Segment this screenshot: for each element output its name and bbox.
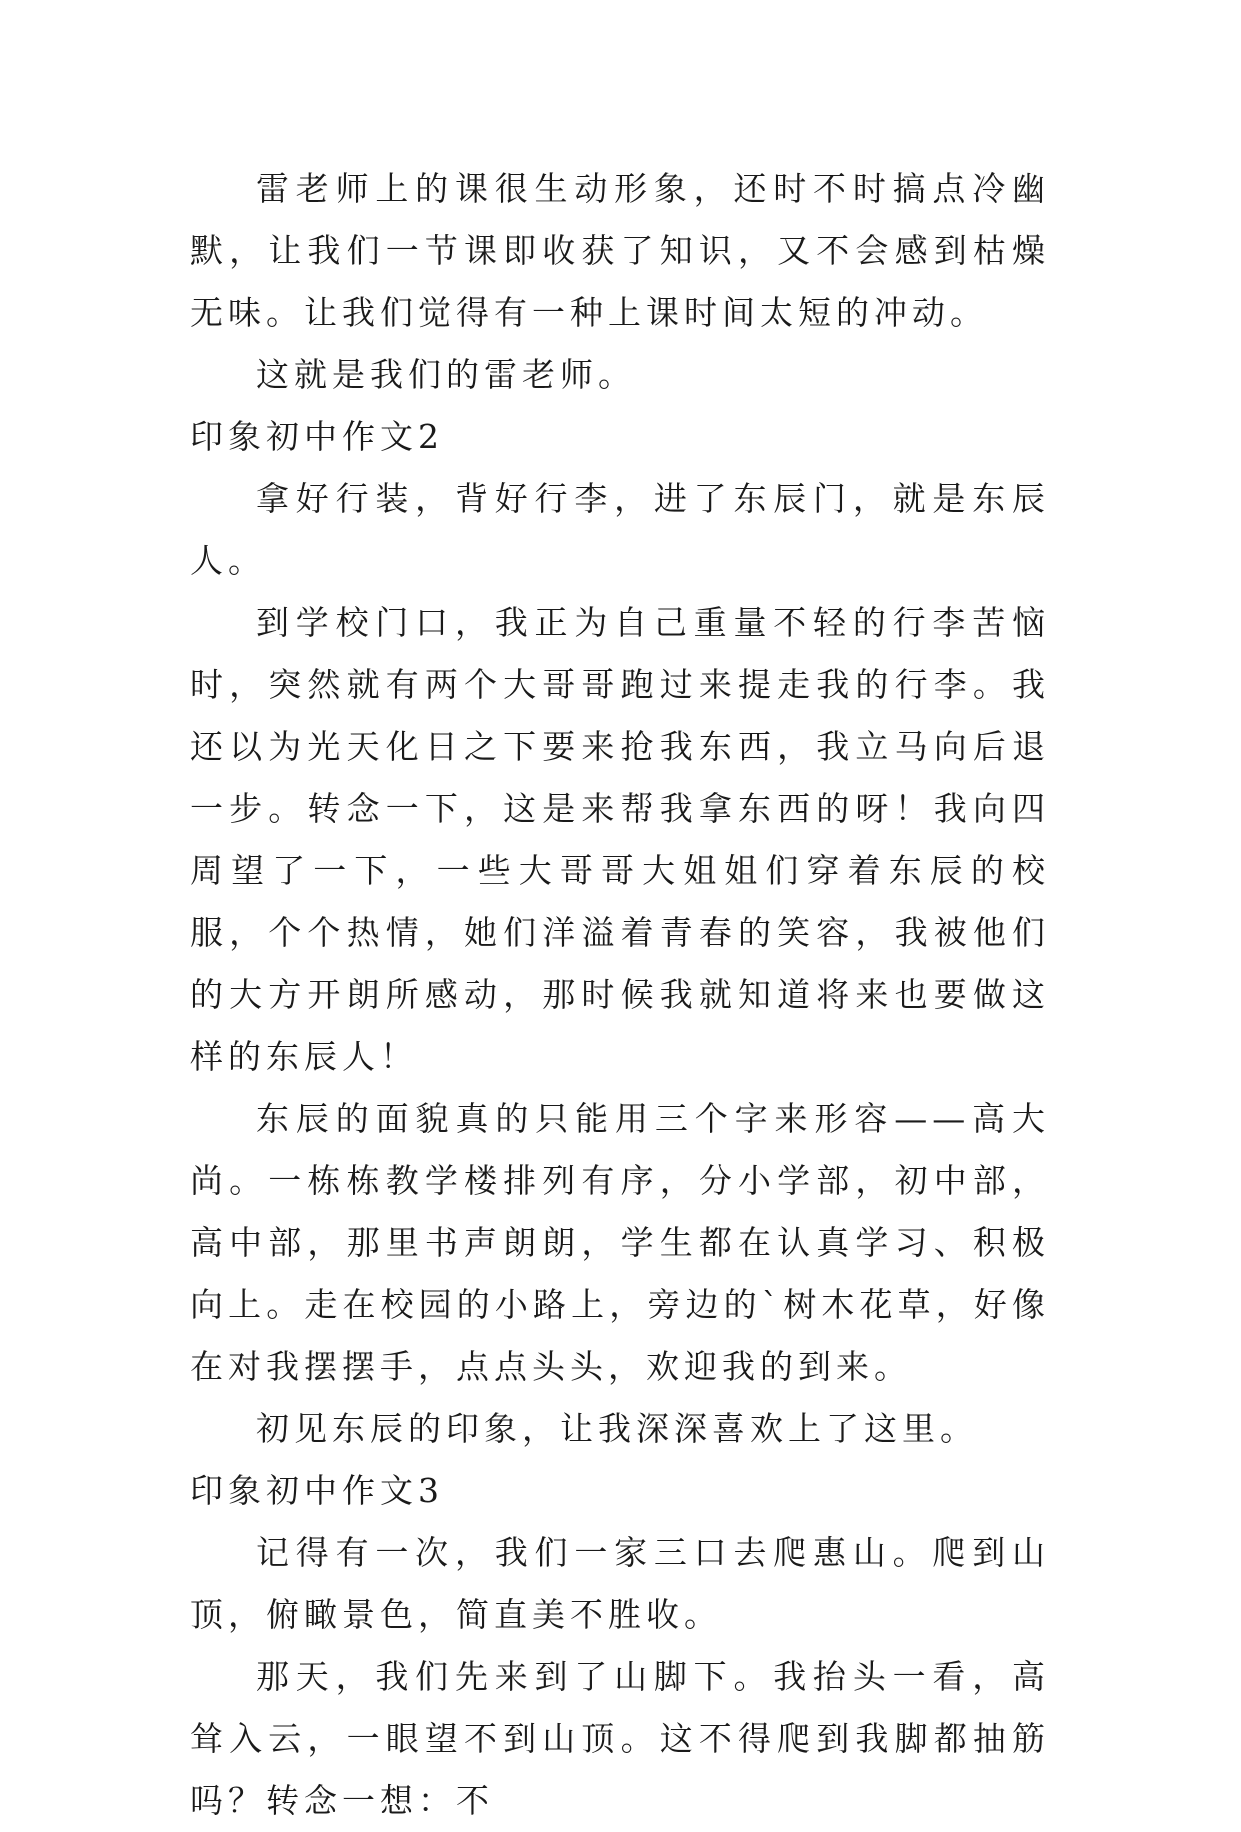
- paragraph: 东辰的面貌真的只能用三个字来形容——高大尚。一栋栋教学楼排列有序，分小学部，初中部，高中部，那里书声朗朗，学生都在认真学习、积极向上。走在校园的小路上，旁边的`树木花草，好像在对我摆摆手，点点头头，欢迎我的到来。: [190, 1099, 1050, 1386]
- paragraph: 记得有一次，我们一家三口去爬惠山。爬到山顶，俯瞰景色，简直美不胜收。: [190, 1533, 1050, 1634]
- section-heading: 印象初中作文2: [190, 417, 444, 456]
- paragraph: 雷老师上的课很生动形象，还时不时搞点冷幽默，让我们一节课即收获了知识，又不会感到枯燥无味。让我们觉得有一种上课时间太短的冲动。: [190, 169, 1050, 332]
- document-body: [190, 158, 1050, 1832]
- paragraph: 拿好行装，背好行李，进了东辰门，就是东辰人。: [190, 479, 1050, 580]
- paragraph: 这就是我们的雷老师。: [256, 355, 636, 394]
- paragraph: 到学校门口，我正为自己重量不轻的行李苦恼时，突然就有两个大哥哥跑过来提走我的行李。我还以为光天化日之下要来抢我东西，我立马向后退一步。转念一下，这是来帮我拿东西的呀！我向四周望了一下，一些大哥哥大姐姐们穿着东辰的校服，个个热情，她们洋溢着青春的笑容，我被他们的大方开朗所感动，那时候我就知道将来也要做这样的东辰人！: [190, 603, 1050, 1076]
- paragraph: 初见东辰的印象，让我深深喜欢上了这里。: [256, 1409, 978, 1448]
- section-heading: 印象初中作文3: [190, 1471, 444, 1510]
- paragraph: 那天，我们先来到了山脚下。我抬头一看，高耸入云，一眼望不到山顶。这不得爬到我脚都抽筋吗？转念一想：不: [190, 1657, 1050, 1820]
